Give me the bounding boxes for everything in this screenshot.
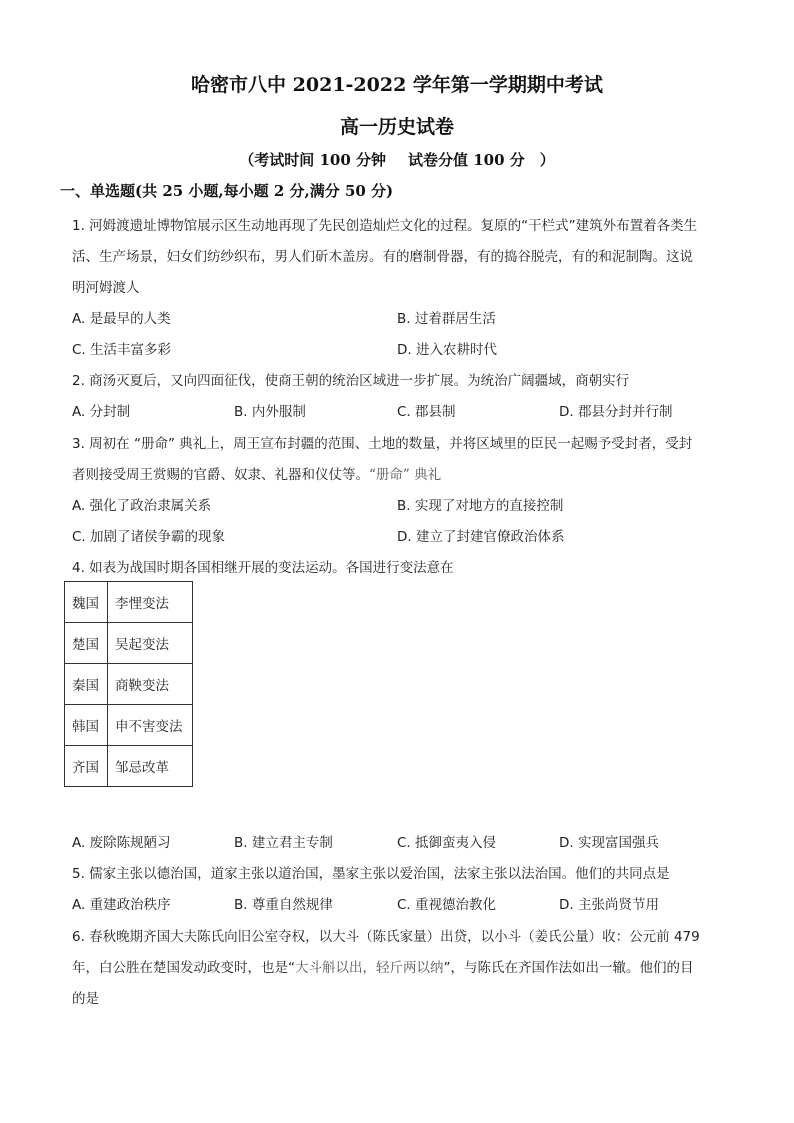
table-row [65, 705, 193, 746]
question-2-option-c[interactable]: C. 郡县制 [397, 404, 456, 420]
table-cell-reform: 吴起变法 [108, 623, 193, 664]
question-6-line-1: 6. 春秋晚期齐国大夫陈氏向旧公室夺权，以大斗（陈氏家量）出贷，以小斗（姜氏公量）收：公元前 479 [72, 929, 700, 945]
question-2-option-a[interactable]: A. 分封制 [72, 404, 131, 420]
question-5-option-c[interactable]: C. 重视德治教化 [397, 897, 497, 913]
table-row [65, 623, 193, 664]
question-5-option-d[interactable]: D. 主张尚贤节用 [559, 897, 659, 913]
question-3-line-2 [72, 463, 441, 483]
question-1-line-1: 1. 河姆渡遗址博物馆展示区生动地再现了先民创造灿烂文化的过程。复原的“干栏式”建筑外布置着各类生 [72, 218, 698, 234]
question-6-quote: 大斗斛以出，轻斤两以纳 [295, 960, 444, 976]
question-3-option-b[interactable]: B. 实现了对地方的直接控制 [397, 498, 564, 514]
exam-time: （考试时间 100 分钟 [239, 151, 386, 169]
section-title: 一、单选题(共 25 小题,每小题 2 分,满分 50 分) [60, 182, 394, 200]
table-cell-reform: 申不害变法 [108, 705, 193, 746]
question-3-option-d[interactable]: D. 建立了封建官僚政治体系 [397, 529, 565, 545]
question-4-option-b[interactable]: B. 建立君主专制 [234, 835, 333, 851]
exam-title: 哈密市八中 2021-2022 学年第一学期期中考试 [191, 74, 603, 96]
table-cell-state: 楚国 [65, 623, 108, 664]
question-1-line-3: 明河姆渡人 [72, 280, 140, 296]
question-2-line-1: 2. 商汤灭夏后，又向四面征伐，使商王朝的统治区域进一步扩展。为统治广阔疆域，商朝实行 [72, 373, 630, 389]
question-4-line-1: 4. 如表为战国时期各国相继开展的变法运动。各国进行变法意在 [72, 560, 454, 576]
table-row [65, 746, 193, 787]
question-6-line-2-a: 年，白公胜在楚国发动政变时，也是“ [72, 960, 295, 976]
question-2-option-d[interactable]: D. 郡县分封并行制 [559, 404, 673, 420]
table-cell-reform: 商鞅变法 [108, 664, 193, 705]
question-3-line-2-quote: “册命” 典礼 [369, 467, 442, 483]
exam-subtitle: 高一历史试卷 [339, 116, 454, 138]
question-6-line-2 [72, 956, 694, 976]
exam-score: 试卷分值 100 分 ） [408, 151, 555, 169]
table-cell-reform: 邹忌改革 [108, 746, 193, 787]
exam-info [0, 149, 794, 170]
question-3-option-a[interactable]: A. 强化了政治隶属关系 [72, 498, 212, 514]
table-cell-state: 齐国 [65, 746, 108, 787]
question-1-line-2: 活、生产场景，妇女们纺纱织布，男人们斫木盖房。有的磨制骨器，有的捣谷脱壳，有的和泥制陶。这说 [72, 249, 693, 265]
table-cell-state: 魏国 [65, 582, 108, 623]
question-1-option-d[interactable]: D. 进入农耕时代 [397, 342, 497, 358]
question-5-option-b[interactable]: B. 尊重自然规律 [234, 897, 333, 913]
table-cell-state: 秦国 [65, 664, 108, 705]
question-3-option-c[interactable]: C. 加剧了诸侯争霸的现象 [72, 529, 226, 545]
reform-table [64, 581, 193, 787]
question-4-option-d[interactable]: D. 实现富国强兵 [559, 835, 659, 851]
table-cell-state: 韩国 [65, 705, 108, 746]
question-6-line-3: 的是 [72, 991, 99, 1007]
question-1-option-c[interactable]: C. 生活丰富多彩 [72, 342, 172, 358]
table-row [65, 664, 193, 705]
question-3-line-1: 3. 周初在 “册命” 典礼上，周王宣布封疆的范围、土地的数量，并将区域里的臣民一起赐予受封者，受封 [72, 436, 693, 452]
question-4-option-c[interactable]: C. 抵御蛮夷入侵 [397, 835, 497, 851]
question-3-line-2-text: 者则接受周王赏赐的官爵、奴隶、礼器和仪仗等。 [72, 467, 369, 483]
table-cell-reform: 李悝变法 [108, 582, 193, 623]
question-2-option-b[interactable]: B. 内外服制 [234, 404, 306, 420]
question-5-option-a[interactable]: A. 重建政治秩序 [72, 897, 171, 913]
question-4-option-a[interactable]: A. 废除陈规陋习 [72, 835, 171, 851]
table-row [65, 582, 193, 623]
question-5-line-1: 5. 儒家主张以德治国，道家主张以道治国，墨家主张以爱治国，法家主张以法治国。他们的共同点是 [72, 866, 670, 882]
question-1-option-a[interactable]: A. 是最早的人类 [72, 311, 171, 327]
question-6-line-2-b: ”，与陈氏在齐国作法如出一辙。他们的目 [443, 960, 694, 976]
question-1-option-b[interactable]: B. 过着群居生活 [397, 311, 496, 327]
